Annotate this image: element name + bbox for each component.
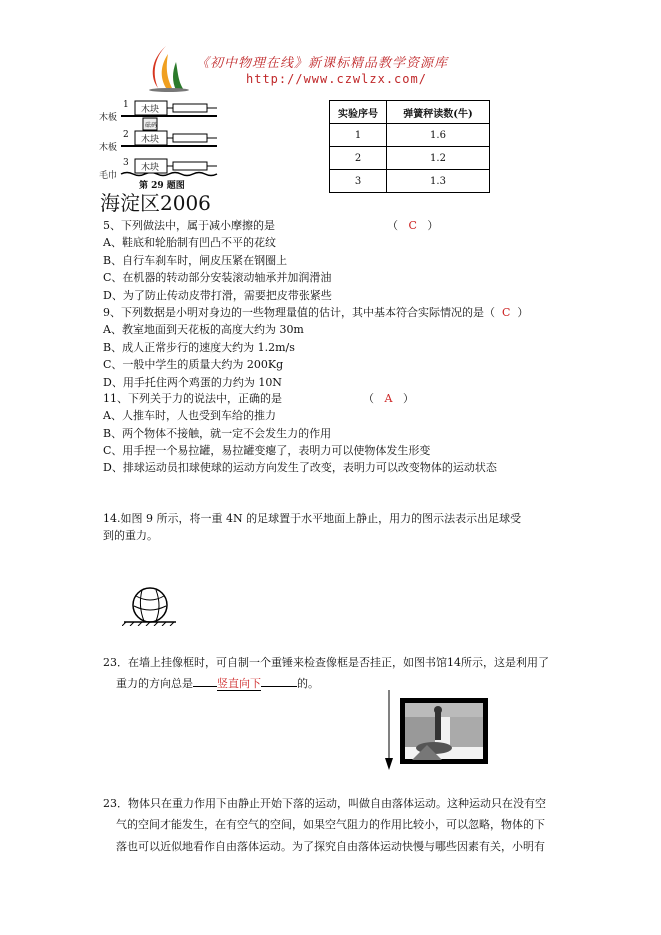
q5-answer-paren: （ C ） bbox=[387, 219, 439, 232]
q23a-answer: 竖直向下 bbox=[217, 677, 261, 690]
q14-line2: 到的重力。 bbox=[103, 529, 158, 542]
q9-stem: 9、下列数据是小明对身边的一些物理量值的估计，其中基本符合实际情况的是（ C ） bbox=[103, 306, 529, 319]
table-cell: 3 bbox=[330, 170, 387, 193]
q5-option-a: A、鞋底和轮胎制有凹凸不平的花纹 bbox=[103, 236, 276, 249]
fig-caption: 第 29 题图 bbox=[139, 181, 185, 191]
q11-answer-paren: （ A ） bbox=[363, 392, 414, 405]
table-row bbox=[330, 170, 490, 193]
q23b-line2: 气的空间才能发生，在有空气的空间，如果空气阻力的作用比较小，可以忽略，物体的下 bbox=[116, 818, 545, 831]
table-header-cell: 弹簧秤读数(牛) bbox=[387, 101, 490, 124]
header-logo bbox=[146, 44, 192, 92]
q5-stem: 5、下列做法中，属于减小摩擦的是 bbox=[103, 219, 275, 232]
q23a-line2-post: 的。 bbox=[297, 677, 319, 690]
region-heading: 海淀区2006 bbox=[100, 191, 211, 215]
table-row bbox=[330, 147, 490, 170]
table-header-row bbox=[330, 101, 490, 124]
table-header-cell: 实验序号 bbox=[330, 101, 387, 124]
q11-option-b: B、两个物体不接触，就一定不会发生力的作用 bbox=[103, 427, 332, 440]
experiment-table bbox=[329, 100, 490, 193]
q5-option-d: D、为了防止传动皮带打滑，需要把皮带张紧些 bbox=[103, 289, 332, 302]
q11-option-d: D、排球运动员扣球使球的运动方向发生了改变，表明力可以改变物体的运动状态 bbox=[103, 461, 497, 474]
table-cell: 2 bbox=[330, 147, 387, 170]
fig-row1-block: 木块 bbox=[141, 105, 160, 115]
fig-row1-surface: 木板 bbox=[99, 113, 118, 123]
q11-option-c: C、用手捏一个易拉罐，易拉罐变瘪了，表明力可以使物体发生形变 bbox=[103, 444, 431, 457]
fig-row2-num: 2 bbox=[123, 130, 129, 140]
q11-answer: A bbox=[384, 392, 393, 405]
q5-option-b: B、自行车刹车时，闸皮压紧在钢圈上 bbox=[103, 254, 288, 267]
q11-option-a: A、人推车时，人也受到车给的推力 bbox=[103, 409, 276, 422]
table-cell: 1.3 bbox=[387, 170, 490, 193]
table-cell: 1.6 bbox=[387, 124, 490, 147]
table-cell: 1.2 bbox=[387, 147, 490, 170]
q9-stem-text: 9、下列数据是小明对身边的一些物理量值的估计，其中基本符合实际情况的是（ bbox=[103, 306, 495, 319]
figure-29 bbox=[99, 98, 224, 190]
q23a-line2-pre: 重力的方向总是 bbox=[116, 677, 193, 690]
table-cell: 1 bbox=[330, 124, 387, 147]
fig-row1-num: 1 bbox=[123, 100, 129, 110]
q23b-line3: 落也可以近似地看作自由落体运动。为了探究自由落体运动快慢与哪些因素有关，小明有 bbox=[116, 840, 545, 853]
q14-line1: 14.如图 9 所示，将一重 4N 的足球置于水平地面上静止，用力的图示法表示出足球受 bbox=[103, 512, 522, 525]
table-row bbox=[330, 124, 490, 147]
q9-option-c: C、一般中学生的质量大约为 200Kg bbox=[103, 358, 284, 371]
fig-row3-num: 3 bbox=[123, 158, 129, 168]
q5-option-c: C、在机器的转动部分安装滚动轴承并加润滑油 bbox=[103, 271, 332, 284]
q23b-line1: 23．物体只在重力作用下由静止开始下落的运动，叫做自由落体运动。这种运动只在没有空 bbox=[103, 797, 546, 810]
plumb-line-figure bbox=[382, 690, 492, 772]
fig-row3-block: 木块 bbox=[141, 163, 160, 173]
q23a-line1: 23．在墙上挂像框时，可自制一个重锤来检查像框是否挂正，如图书馆14所示，这是利用了 bbox=[103, 656, 549, 669]
q11-stem: 11、下列关于力的说法中，正确的是 bbox=[103, 392, 282, 405]
q9-option-a: A、教室地面到天花板的高度大约为 30m bbox=[103, 323, 304, 336]
volleyball-figure bbox=[122, 586, 178, 626]
q9-answer: C bbox=[502, 306, 511, 319]
q23a-line2 bbox=[116, 676, 319, 691]
q5-answer: C bbox=[408, 219, 417, 232]
header-url[interactable]: http://www.czwlzx.com/ bbox=[246, 72, 427, 86]
header-title: 《初中物理在线》新课标精品教学资源库 bbox=[196, 56, 449, 71]
fig-weight-label: 砝码 bbox=[145, 122, 158, 129]
fig-row2-block: 木块 bbox=[141, 135, 160, 145]
fig-row3-surface: 毛巾 bbox=[99, 171, 118, 181]
q9-option-b: B、成人正常步行的速度大约为 1.2m/s bbox=[103, 341, 295, 354]
fig-row2-surface: 木板 bbox=[99, 143, 118, 153]
q9-option-d: D、用手托住两个鸡蛋的力约为 10N bbox=[103, 376, 282, 389]
